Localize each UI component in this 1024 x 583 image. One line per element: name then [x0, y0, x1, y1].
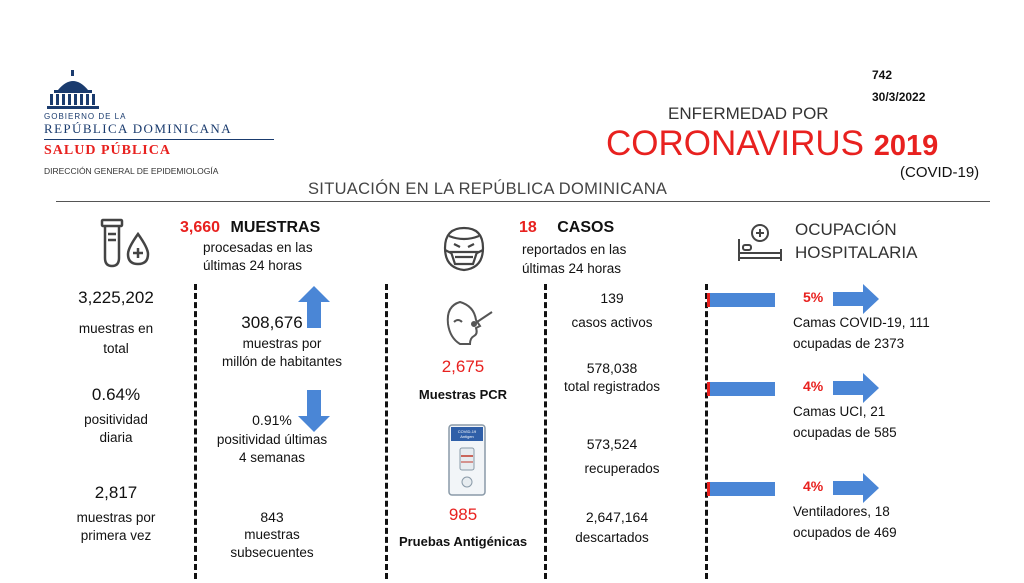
occupancy-bar	[707, 293, 775, 307]
title-coronavirus: CORONAVIRUS	[606, 124, 864, 163]
recovered-label: recuperados	[584, 461, 660, 476]
first-time-value: 2,817	[94, 483, 138, 502]
cases-subheading-2: últimas 24 horas	[522, 261, 622, 276]
gov-divider	[44, 139, 274, 140]
occupancy-percent: 4%	[803, 378, 824, 394]
title-sub: (COVID-19)	[900, 164, 980, 181]
total-samples-label-1: muestras en	[78, 321, 154, 336]
palace-dome-icon	[44, 70, 102, 110]
hospital-bed-icon	[736, 223, 784, 263]
registered-value: 578,038	[586, 360, 638, 376]
daily-positivity-value: 0.64%	[91, 385, 141, 404]
total-samples-value: 3,225,202	[78, 288, 154, 307]
occupancy-bar	[707, 382, 775, 396]
directorate-name: DIRECCIÓN GENERAL DE EPIDEMIOLOGÍA	[44, 166, 219, 176]
test-tube-blood-drop-icon	[98, 218, 154, 270]
report-date: 30/3/2022	[872, 90, 926, 104]
report-number: 742	[872, 68, 893, 82]
samples-subheading-2: últimas 24 horas	[203, 258, 303, 273]
arrow-right-icon	[833, 473, 879, 503]
occupancy-bar	[707, 482, 775, 496]
antigen-label: Pruebas Antigénicas	[398, 534, 528, 549]
positivity-4w-label-1: positividad últimas	[216, 432, 328, 447]
pcr-label: Muestras PCR	[418, 387, 508, 402]
daily-positivity-label-1: positividad	[84, 412, 148, 427]
per-million-value: 308,676	[241, 313, 303, 332]
samples-subheading-1: procesadas en las	[203, 240, 313, 255]
cases-24h-count: 18	[519, 219, 537, 236]
occupancy-label-1: Ventiladores, 18	[793, 504, 890, 519]
gov-line1: GOBIERNO DE LA	[44, 112, 127, 121]
main-title	[606, 124, 938, 164]
per-million-label-1: muestras por	[242, 336, 322, 351]
total-samples-label-2: total	[103, 341, 129, 356]
occupancy-label-2: ocupadas de 585	[793, 425, 897, 440]
ministry-name: SALUD PÚBLICA	[44, 143, 171, 158]
subsequent-value: 843	[260, 509, 284, 525]
gov-line2: REPÚBLICA DOMINICANA	[44, 121, 232, 136]
active-value: 139	[600, 290, 624, 306]
divider-3	[544, 284, 547, 579]
title-year: 2019	[873, 130, 939, 162]
occupancy-label-1: Camas UCI, 21	[793, 404, 886, 419]
antigen-kit-text: COVID-19 Antigen	[457, 429, 477, 439]
occupancy-label-2: ocupadas de 2373	[793, 336, 905, 351]
divider-4	[705, 284, 708, 579]
hospital-heading-1: OCUPACIÓN	[795, 220, 897, 239]
antigen-value: 985	[448, 505, 478, 524]
arrow-right-icon	[833, 373, 879, 403]
samples-heading-text: MUESTRAS	[230, 219, 321, 236]
positivity-4w-value: 0.91%	[252, 412, 292, 428]
samples-24h-count: 3,660	[180, 219, 221, 236]
daily-positivity-label-2: diaria	[99, 430, 133, 445]
recovered-value: 573,524	[586, 436, 638, 452]
occupancy-label-1: Camas COVID-19, 111	[793, 315, 930, 330]
subsequent-label-2: subsecuentes	[230, 545, 314, 560]
active-label: casos activos	[571, 315, 653, 330]
nasal-swab-icon	[440, 298, 494, 350]
first-time-label-2: primera vez	[80, 528, 152, 543]
occupancy-percent: 5%	[803, 289, 824, 305]
subsequent-label-1: muestras	[244, 527, 300, 542]
section-title: SITUACIÓN EN LA REPÚBLICA DOMINICANA	[308, 180, 668, 198]
positivity-4w-label-2: 4 semanas	[238, 450, 306, 465]
per-million-label-2: millón de habitantes	[221, 354, 343, 369]
pcr-value: 2,675	[441, 357, 485, 376]
arrow-right-icon	[833, 284, 879, 314]
cases-subheading-1: reportados en las	[522, 242, 627, 257]
discarded-value: 2,647,164	[585, 509, 649, 525]
registered-label: total registrados	[563, 379, 661, 394]
header-rule	[56, 201, 990, 202]
first-time-label-1: muestras por	[76, 510, 156, 525]
sick-face-mask-icon	[437, 222, 491, 276]
occupancy-percent: 4%	[803, 478, 824, 494]
samples-heading	[180, 219, 320, 237]
title-top: ENFERMEDAD POR	[668, 104, 829, 123]
discarded-label: descartados	[575, 530, 649, 545]
cases-heading-text: CASOS	[557, 219, 615, 236]
cases-heading	[519, 219, 614, 237]
hospital-heading-2: HOSPITALARIA	[795, 243, 918, 262]
occupancy-label-2: ocupados de 469	[793, 525, 897, 540]
